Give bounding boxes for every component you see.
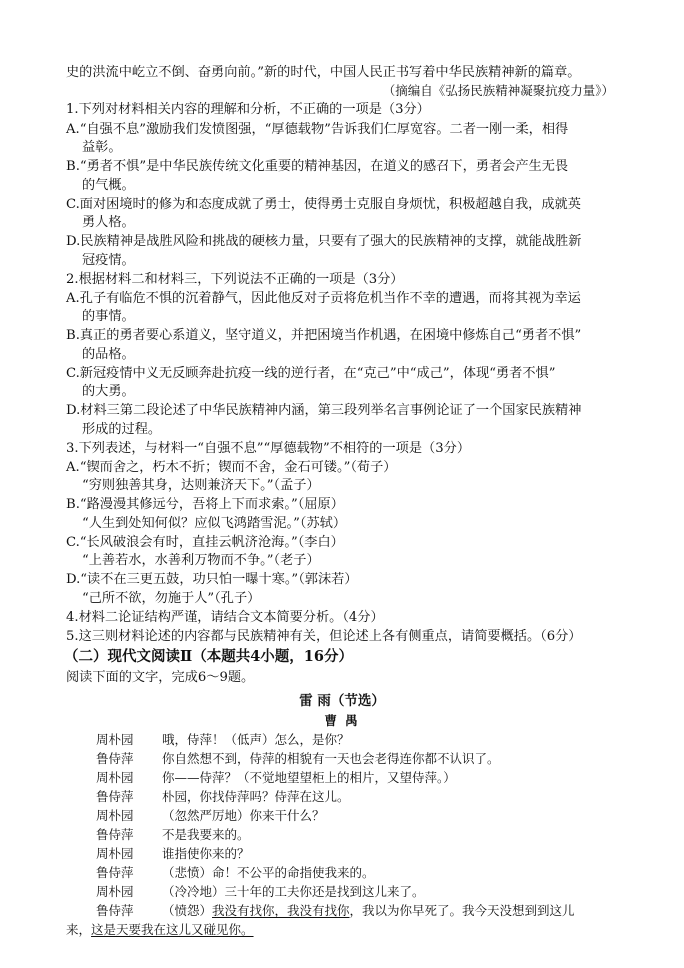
dialogue-line: 你自然想不到，侍萍的相貌有一天也会老得连你都不认识了。 — [162, 751, 500, 766]
q1-option-b: B.“勇者不惧”是中华民族传统文化重要的精神基因，在道义的感召下，勇者会产生无畏 — [66, 159, 569, 174]
dialogue-line: 朴园，你找侍萍吗？侍萍在这儿。 — [162, 789, 350, 804]
q1-option-d-cont: 冠疫情。 — [82, 253, 135, 268]
dialogue-line: 你——侍萍？（不觉地望望柜上的相片，又望侍萍。） — [162, 770, 456, 785]
material-closing-line: 史的洪流中屹立不倒、奋勇向前。”新的时代，中国人民正书写着中华民族精神新的篇章。 — [66, 65, 581, 80]
line-text: 来， — [66, 922, 92, 937]
q3-option-a-cont: “穷则独善其身，达则兼济天下。”（孟子） — [82, 478, 320, 493]
q2-option-c-cont: 的大勇。 — [82, 384, 135, 399]
q1-option-a: A.“自强不息”激励我们发愤图强，“厚德载物”告诉我们仁厚宽容。二者一刚一柔，相得 — [66, 122, 569, 137]
q1-option-d: D.民族精神是战胜风险和挑战的硬核力量，只要有了强大的民族精神的支撑，就能战胜新 — [66, 234, 582, 249]
dialogue-speaker: 周朴园 — [96, 846, 134, 861]
dialogue-line: 不是我要来的。 — [162, 827, 250, 842]
q1-option-c-cont: 勇人格。 — [82, 215, 135, 230]
q1-option-b-cont: 的气概。 — [82, 178, 135, 193]
q3-option-a: A.“锲而舍之，朽木不折；锲而不舍，金石可镂。”（荀子） — [66, 460, 397, 475]
dialogue-speaker: 周朴园 — [96, 808, 134, 823]
q1-option-c: C.面对困境时的修为和态度成就了勇士，使得勇士克服自身烦忧，积极超越自我，成就英 — [66, 197, 581, 212]
question-3-stem: 3.下列表述，与材料一“自强不息”“厚德载物”不相符的一项是（3分） — [66, 441, 470, 456]
dialogue-speaker: 鲁侍萍 — [96, 903, 134, 918]
question-4: 4.材料二论证结构严谨，请结合文本简要分析。（4分） — [66, 610, 384, 625]
q3-option-c: C.“长风破浪会有时，直挂云帆济沧海。”（李白） — [66, 535, 344, 550]
dialogue-speaker: 鲁侍萍 — [96, 865, 134, 880]
dialogue-line: 哦，侍萍！（低声）怎么，是你？ — [162, 732, 350, 747]
question-1-stem: 1.下列对材料相关内容的理解和分析，不正确的一项是（3分） — [66, 102, 430, 117]
dialogue-speaker: 周朴园 — [96, 884, 134, 899]
section-instruction: 阅读下面的文字，完成6～9题。 — [66, 670, 255, 685]
dialogue-line: （悲愤）命！不公平的命指使我来的。 — [162, 865, 375, 880]
dialogue-speaker: 鲁侍萍 — [96, 789, 134, 804]
dialogue-line: （忽然严厉地）你来干什么？ — [162, 808, 325, 823]
dialogue-speaker: 周朴园 — [96, 732, 134, 747]
q2-option-d: D.材料三第二段论述了中华民族精神内涵，第三段列举名言事例论证了一个国家民族精神 — [66, 403, 582, 418]
dialogue-line: 谁指使你来的？ — [162, 846, 250, 861]
underlined-phrase: 这是天要我在这儿又碰见你。 — [91, 922, 254, 937]
q3-option-b-cont: “人生到处知何似？应似飞鸿踏雪泥。”（苏轼） — [82, 516, 347, 531]
play-title: 雷 雨（节选） — [299, 693, 385, 709]
underlined-phrase: 我没有找你，我没有找你 — [212, 903, 350, 918]
play-author: 曹 禺 — [324, 713, 360, 728]
q2-option-a-cont: 的事情。 — [82, 309, 135, 324]
dialogue-speaker: 鲁侍萍 — [96, 751, 134, 766]
question-2-stem: 2.根据材料二和材料三，下列说法不正确的一项是（3分） — [66, 272, 404, 287]
q3-option-c-cont: “上善若水，水善利万物而不争。”（老子） — [82, 553, 320, 568]
material-source: （摘编自《弘扬民族精神凝聚抗疫力量》） — [382, 83, 614, 98]
dialogue-speaker: 鲁侍萍 — [96, 827, 134, 842]
q3-option-b: B.“路漫漫其修远兮，吾将上下而求索。”（屈原） — [66, 497, 344, 512]
q3-option-d-cont: “己所不欲，勿施于人”（孔子） — [82, 591, 261, 606]
line-text: ，我以为你早死了。我今天没想到到这儿 — [349, 903, 575, 918]
dialogue-line: （冷冷地）三十年的工夫你还是找到这儿来了。 — [162, 884, 425, 899]
q3-option-d: D.“读不在三更五鼓，功只怕一曝十寒。”（郭沫若） — [66, 572, 358, 587]
q2-option-c: C.新冠疫情中义无反顾奔赴抗疫一线的逆行者，在“克己”中“成己”，体现“勇者不惧” — [66, 366, 556, 381]
dialogue-line-last — [162, 902, 575, 919]
q2-option-d-cont: 形成的过程。 — [82, 422, 162, 437]
q2-option-b-cont: 的品格。 — [82, 347, 135, 362]
dialogue-line-last-cont — [66, 921, 254, 938]
dialogue-speaker: 周朴园 — [96, 770, 134, 785]
q2-option-a: A.孔子有临危不惧的沉着静气，因此他反对子贡将危机当作不幸的遭遇，而将其视为幸运 — [66, 291, 581, 306]
q2-option-b: B.真正的勇者要心系道义，坚守道义，并把困境当作机遇，在困境中修炼自己“勇者不惧” — [66, 328, 582, 343]
q1-option-a-cont: 益彰。 — [82, 140, 122, 155]
section-heading: （二）现代文阅读Ⅱ（本题共4小题，16分） — [64, 648, 353, 665]
question-5: 5.这三则材料论述的内容都与民族精神有关，但论述上各有侧重点，请简要概括。（6分） — [66, 629, 582, 644]
stage-direction: （愤怨） — [162, 903, 213, 918]
